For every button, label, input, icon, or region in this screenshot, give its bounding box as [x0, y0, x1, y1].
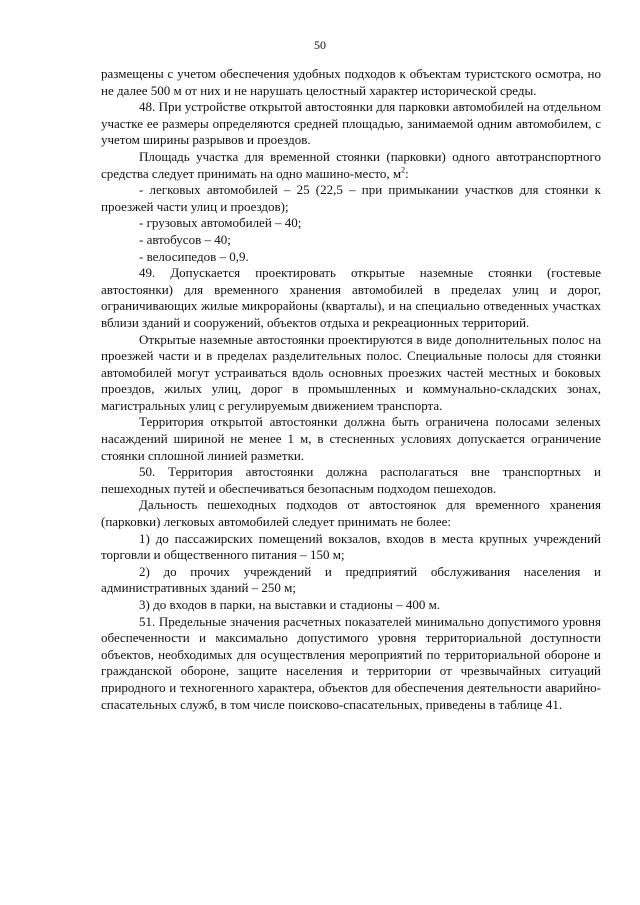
- paragraph-49: 49. Допускается проектировать открытые наземные стоянки (гостевые автостоянки) для временного хранения автомобилей в пределах улиц и дорог, ограничивающих жилые микрорайоны (кварталы), и на специально отведенных участках вблизи зданий и сооружений, объектов отдыха и рекреационных территорий.: [101, 265, 601, 330]
- list-item-distance-3: 3) до входов в парки, на выставки и стадионы – 400 м.: [139, 597, 441, 612]
- list-item-trucks: - грузовых автомобилей – 40;: [139, 215, 302, 231]
- paragraph-walking-distance: Дальность пешеходных подходов от автостоянок для временного хранения (парковки) легковых автомобилей следует принимать не более:: [101, 497, 601, 530]
- paragraph-2: 48. При устройстве открытой автостоянки для парковки автомобилей на отдельном участке ее размеры определяются средней площадью, занимаемой одним автомобилем, с учетом ширины разрывов и проездов.: [101, 99, 601, 148]
- list-item-buses: - автобусов – 40;: [139, 231, 231, 247]
- list-item-distance-2: 2) до прочих учреждений и предприятий обслуживания населения и административных зданий – 250 м;: [101, 563, 601, 596]
- list-item-cars: - легковых автомобилей – 25 (22,5 – при примыкании участков для стоянки к проезжей части улиц и проездов);: [101, 182, 601, 214]
- list-item-distance-1: 1) до пассажирских помещений вокзалов, входов в места крупных учреждений торговли и общественного питания – 150 м;: [101, 530, 601, 563]
- superscript-2: 2: [401, 165, 406, 175]
- document-body: [101, 66, 601, 713]
- paragraph-3-tail: :: [405, 165, 409, 181]
- paragraph-territory: Территория открытой автостоянки должна быть ограничена полосами зеленых насаждений шириной не менее 1 м, в стесненных условиях допускается ограничение стоянки сплошной линией разметки.: [101, 414, 601, 463]
- paragraph-3: [101, 149, 601, 182]
- paragraph-open-parking: Открытые наземные автостоянки проектируются в виде дополнительных полос на проезжей части и в пределах разделительных полос. Специальные полосы для стоянки автомобилей могут устраиваться вдоль основных проезжих частей местных и боковых проездов, жилых улиц, дорог в промышленных и коммунально-складских зонах, магистральных улиц с регулируемым движением транспорта.: [101, 331, 601, 413]
- list-item-bicycles: - велосипедов – 0,9.: [139, 248, 249, 264]
- paragraph-50: 50. Территория автостоянки должна располагаться вне транспортных и пешеходных путей и обеспечиваться безопасным подходом пешеходов.: [101, 464, 601, 496]
- paragraph-51: 51. Предельные значения расчетных показателей минимально допустимого уровня обеспеченности и максимально допустимого уровня территориальной доступности объектов, необходимых для осуществления мероприятий по территориальной обороне и гражданской обороне, защите населения и территории от чрезвычайных ситуаций природного и техногенного характера, объектов для обеспечения деятельности аварийно-спасательных служб, в том числе поисково-спасательных, приведены в таблице 41.: [101, 613, 601, 712]
- paragraph-3-text: Площадь участка для временной стоянки (парковки) одного автотранспортного средства следует принимать на одно машино-место, м: [101, 148, 601, 181]
- page-number: 50: [314, 38, 326, 52]
- paragraph-1: размещены с учетом обеспечения удобных подходов к объектам туристского осмотра, но не далее 500 м от них и не нарушать целостный характер исторической среды.: [101, 66, 601, 98]
